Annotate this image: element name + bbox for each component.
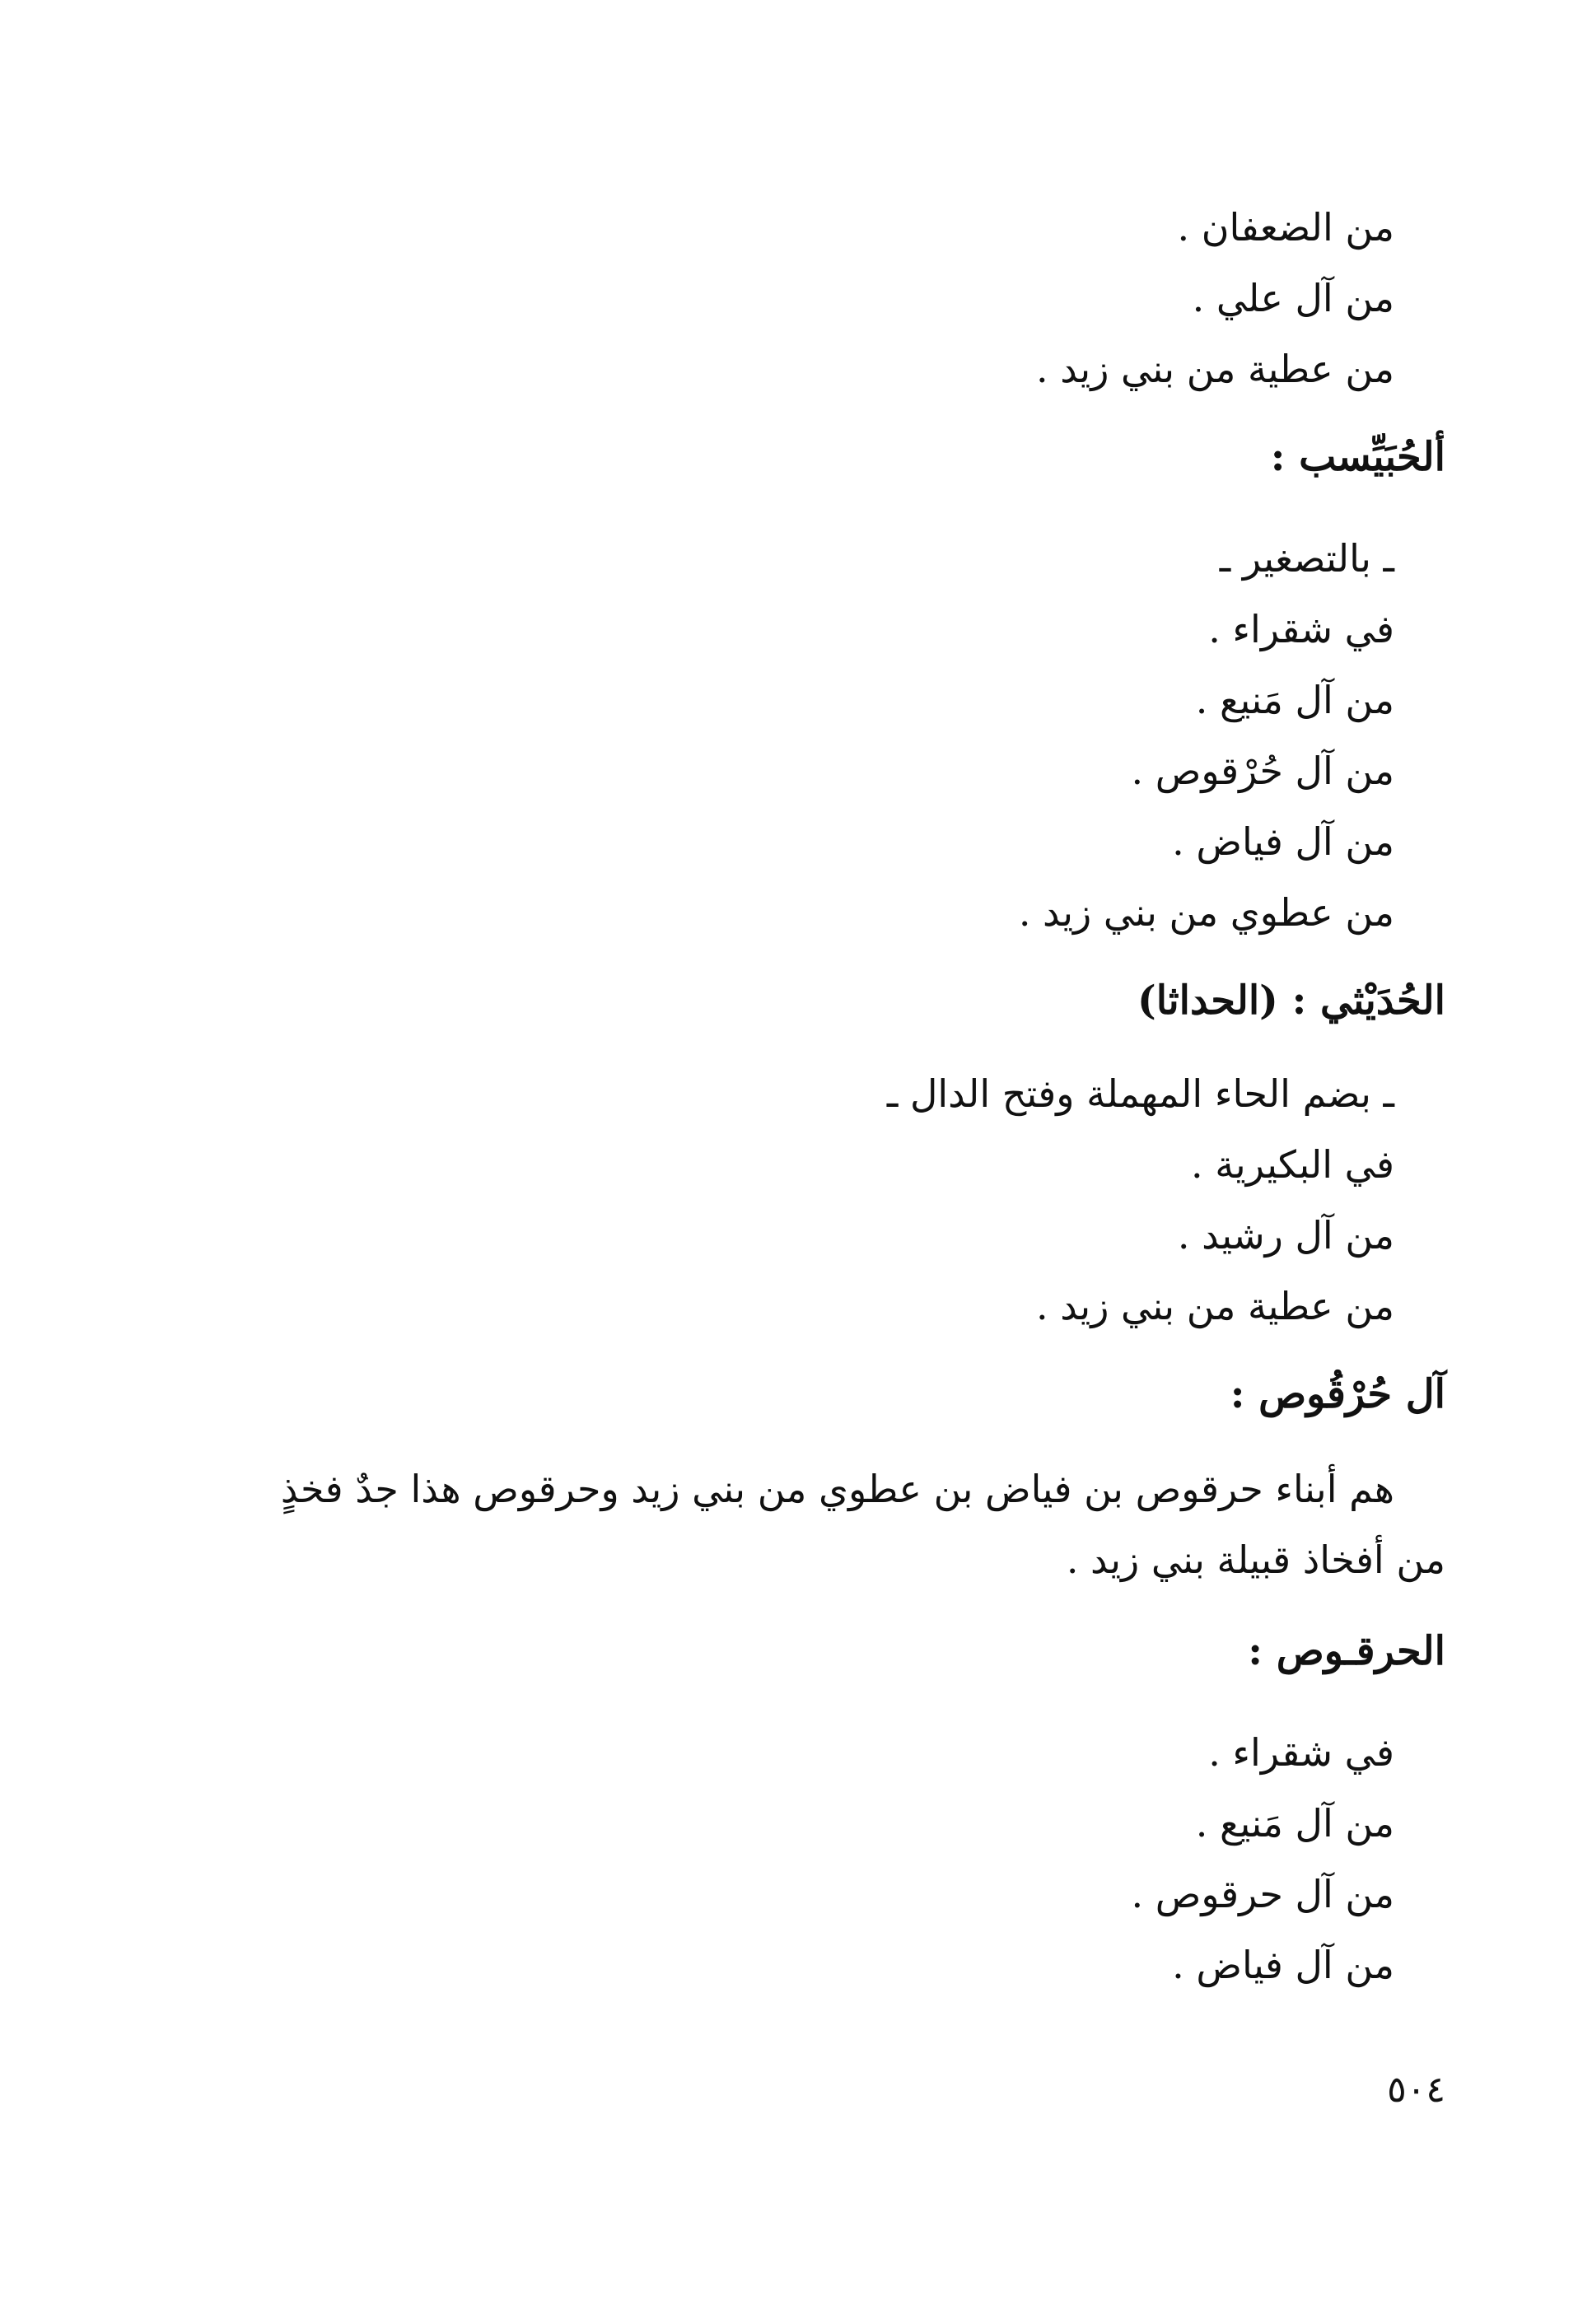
text-line: من عطية من بني زيد .	[1036, 347, 1394, 391]
text-line: من الضعفان .	[1177, 205, 1394, 250]
text-line: ـ بالتصغير ـ	[1219, 536, 1394, 581]
paragraph-line: من أفخاذ قبيلة بني زيد .	[1066, 1538, 1445, 1582]
text-line: من آل رشيد .	[1177, 1213, 1394, 1258]
entry-heading: ألحُبَيِّسب :	[1270, 434, 1445, 480]
text-line: من آل حُرْقوص .	[1131, 749, 1394, 793]
text-line: من آل مَنيع .	[1195, 1801, 1394, 1846]
page-number: ٥٠٤	[1387, 2069, 1445, 2111]
entry-heading: الحرقـوص :	[1248, 1628, 1445, 1674]
text-line: في شقراء .	[1208, 1730, 1394, 1775]
text-line: في شقراء .	[1208, 607, 1394, 651]
text-line: من آل فياض .	[1172, 1943, 1394, 1987]
text-line: ـ بضم الحاء المهملة وفتح الدال ـ	[886, 1071, 1394, 1116]
text-line: من آل علي .	[1192, 276, 1394, 320]
text-line: من عطية من بني زيد .	[1036, 1284, 1394, 1328]
text-line: من آل مَنيع .	[1195, 678, 1394, 722]
text-line: من آل فياض .	[1172, 819, 1394, 864]
text-line: في البكيرية .	[1190, 1142, 1394, 1187]
text-line: من آل حرقوص .	[1131, 1872, 1394, 1916]
paragraph-line: هم أبناء حرقوص بن فياض بن عطوي من بني زيد وحرقوص هذا جدٌ فخذٍ	[280, 1467, 1394, 1511]
entry-heading: آل حُرْقُوص :	[1230, 1371, 1445, 1417]
entry-heading: الحُدَيْثي : (الحداثا)	[1137, 978, 1445, 1024]
text-line: من عطوي من بني زيد .	[1018, 890, 1394, 935]
